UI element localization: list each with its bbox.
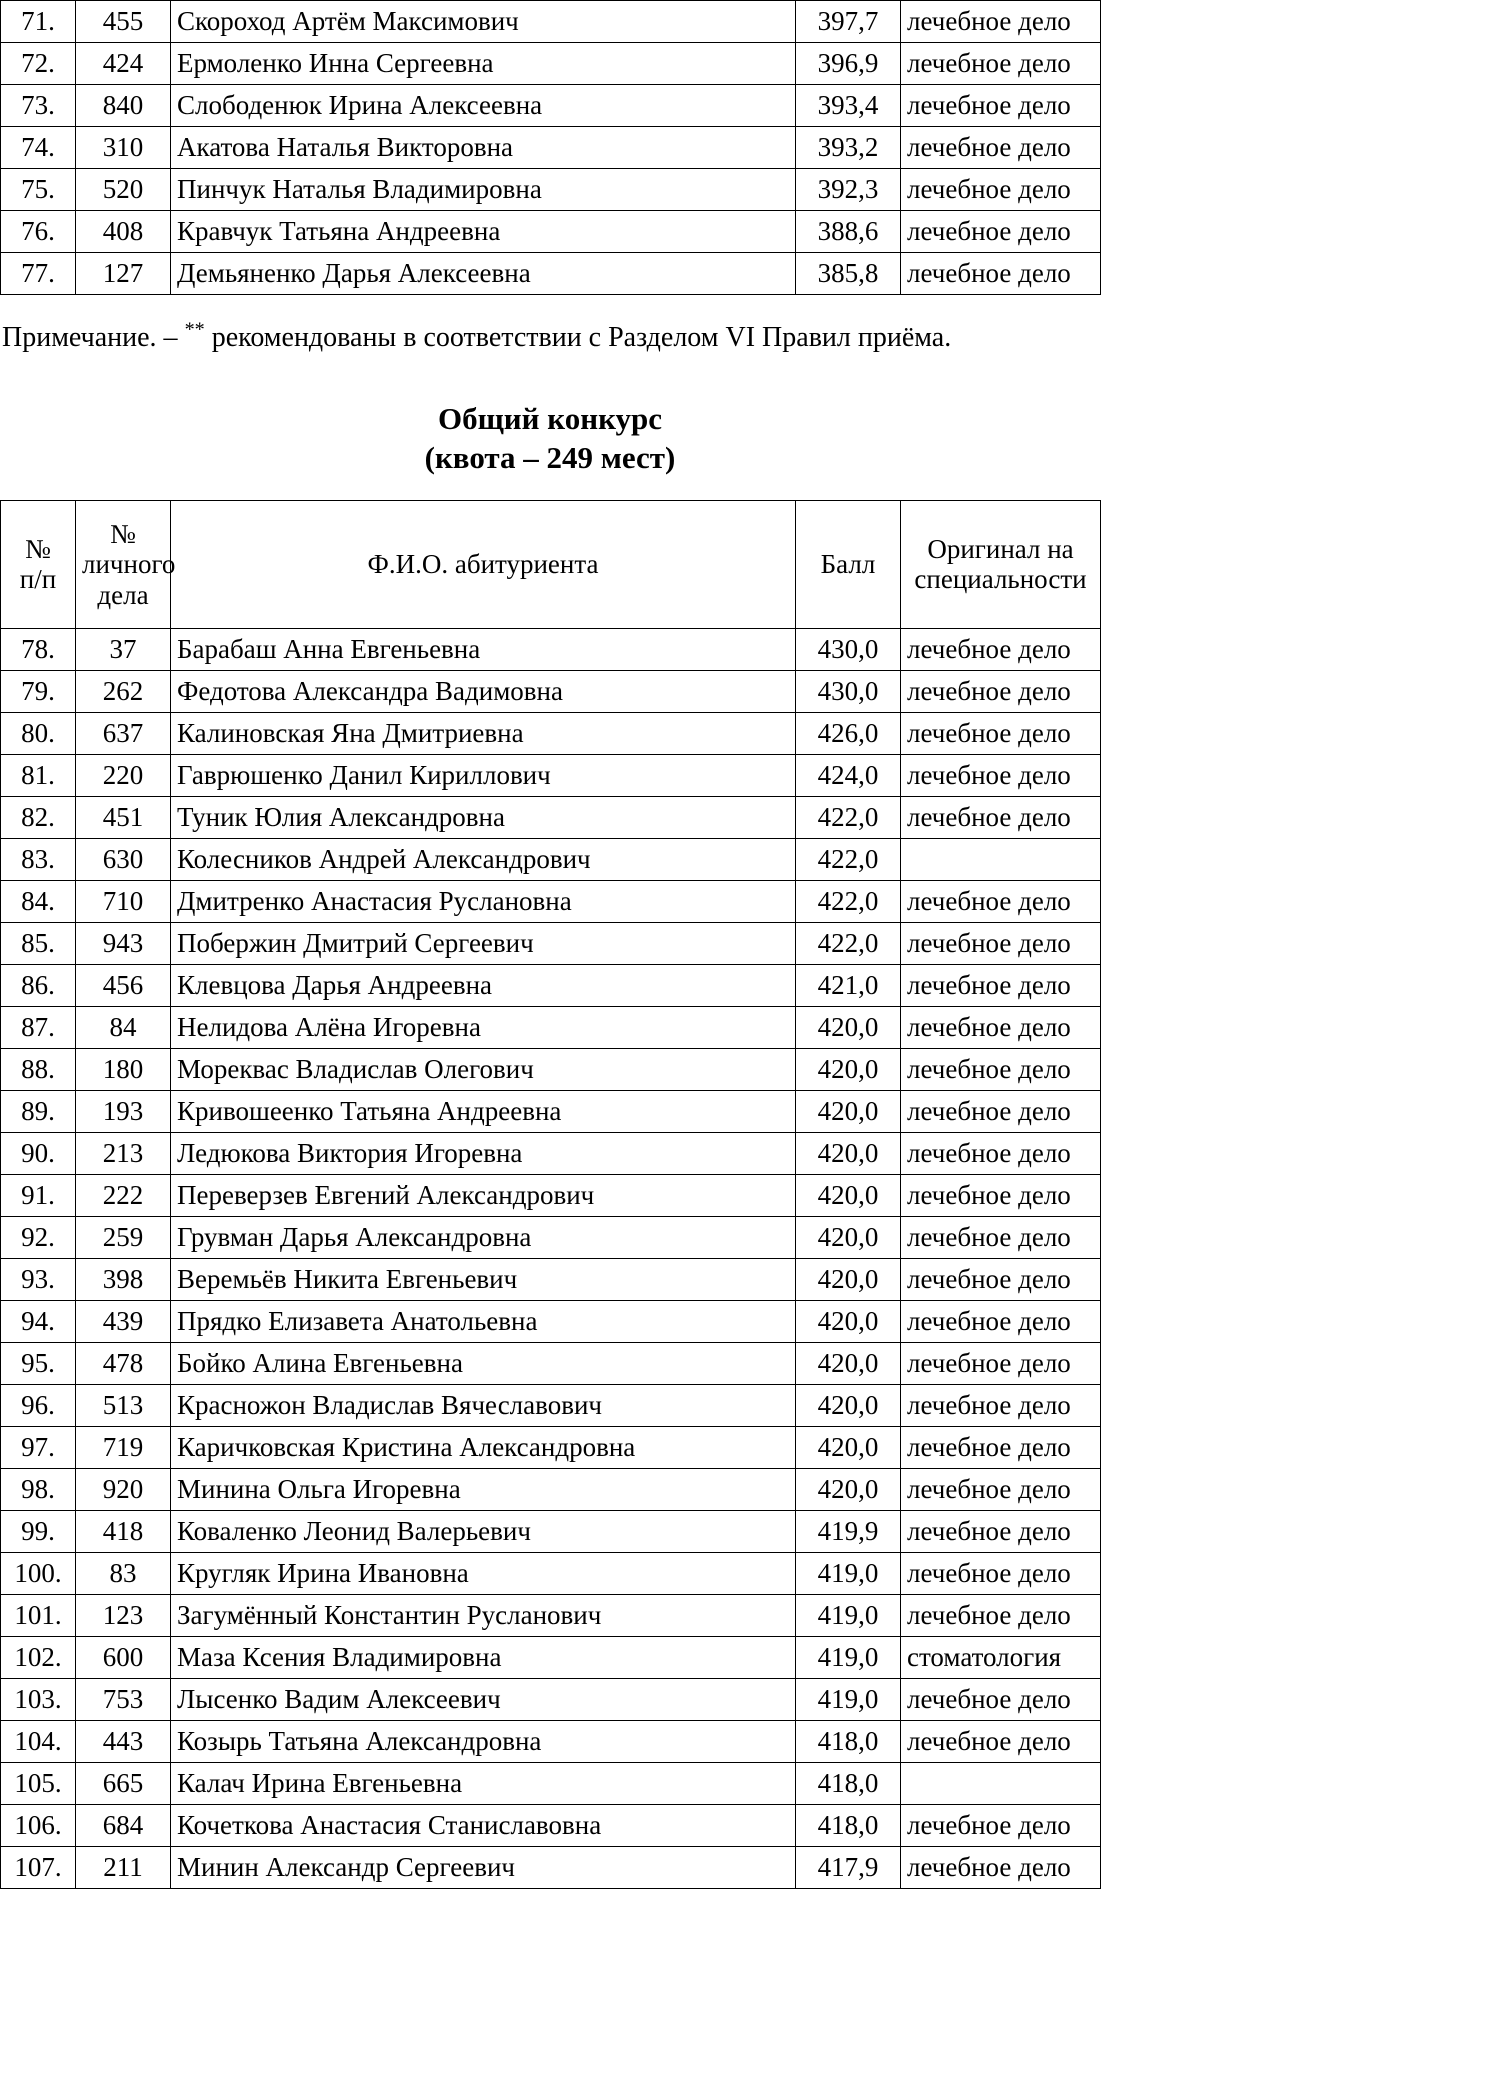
cell-case-number: 439 [76,1300,171,1342]
cell-original-specialty: лечебное дело [901,1,1101,43]
cell-case-number: 424 [76,43,171,85]
cell-index: 84. [1,880,76,922]
cell-case-number: 840 [76,85,171,127]
table-row [1,253,1101,295]
cell-index: 93. [1,1258,76,1300]
cell-original-specialty: лечебное дело [901,1384,1101,1426]
cell-original-specialty: лечебное дело [901,1552,1101,1594]
cell-original-specialty: лечебное дело [901,796,1101,838]
table-row [1,796,1101,838]
cell-index: 78. [1,628,76,670]
table-row [1,1720,1101,1762]
table-row [1,1846,1101,1888]
cell-score: 420,0 [796,1384,901,1426]
cell-index: 94. [1,1300,76,1342]
cell-case-number: 123 [76,1594,171,1636]
cell-case-number: 710 [76,880,171,922]
cell-case-number: 665 [76,1762,171,1804]
cell-case-number: 37 [76,628,171,670]
cell-index: 100. [1,1552,76,1594]
cell-index: 79. [1,670,76,712]
cell-index: 72. [1,43,76,85]
cell-index: 85. [1,922,76,964]
cell-original-specialty: лечебное дело [901,754,1101,796]
table-footnote [2,318,1500,355]
cell-full-name: Барабаш Анна Евгеньевна [171,628,796,670]
cell-original-specialty: лечебное дело [901,880,1101,922]
cell-index: 71. [1,1,76,43]
heading-table-spacer [0,478,1500,500]
table-row [1,1090,1101,1132]
cell-index: 98. [1,1468,76,1510]
cell-full-name: Грувман Дарья Александровна [171,1216,796,1258]
cell-case-number: 259 [76,1216,171,1258]
column-header-case-line2: личного [82,549,176,580]
cell-case-number: 127 [76,253,171,295]
cell-score: 418,0 [796,1720,901,1762]
cell-index: 102. [1,1636,76,1678]
column-header-specialty-line2: специальности [914,564,1087,595]
applicants-table-general-body [1,628,1101,1888]
table-row [1,1,1101,43]
cell-case-number: 408 [76,211,171,253]
cell-full-name: Переверзев Евгений Александрович [171,1174,796,1216]
table-row [1,1216,1101,1258]
cell-score: 422,0 [796,838,901,880]
cell-case-number: 84 [76,1006,171,1048]
table-row [1,1132,1101,1174]
table-row [1,628,1101,670]
cell-case-number: 684 [76,1804,171,1846]
cell-original-specialty: лечебное дело [901,1006,1101,1048]
cell-case-number: 310 [76,127,171,169]
cell-score: 422,0 [796,796,901,838]
cell-score: 420,0 [796,1468,901,1510]
cell-score: 393,2 [796,127,901,169]
cell-full-name: Кругляк Ирина Ивановна [171,1552,796,1594]
table-row [1,1468,1101,1510]
cell-index: 86. [1,964,76,1006]
cell-case-number: 180 [76,1048,171,1090]
cell-case-number: 262 [76,670,171,712]
column-header-full-name: Ф.И.О. абитуриента [171,500,796,628]
cell-score: 419,0 [796,1678,901,1720]
cell-case-number: 220 [76,754,171,796]
section-title: Общий конкурс [438,400,662,436]
cell-original-specialty: лечебное дело [901,1846,1101,1888]
table-row [1,1342,1101,1384]
cell-full-name: Веремьёв Никита Евгеньевич [171,1258,796,1300]
cell-index: 107. [1,1846,76,1888]
cell-case-number: 637 [76,712,171,754]
cell-score: 420,0 [796,1258,901,1300]
cell-full-name: Прядко Елизавета Анатольевна [171,1300,796,1342]
table-row [1,880,1101,922]
table-row [1,1006,1101,1048]
cell-index: 99. [1,1510,76,1552]
column-header-index-line1: № [25,534,51,565]
cell-score: 419,0 [796,1594,901,1636]
cell-full-name: Маза Ксения Владимировна [171,1636,796,1678]
cell-full-name: Клевцова Дарья Андреевна [171,964,796,1006]
table-row [1,670,1101,712]
cell-index: 83. [1,838,76,880]
cell-score: 385,8 [796,253,901,295]
cell-full-name: Кравчук Татьяна Андреевна [171,211,796,253]
cell-index: 89. [1,1090,76,1132]
cell-case-number: 443 [76,1720,171,1762]
cell-original-specialty: лечебное дело [901,85,1101,127]
cell-score: 418,0 [796,1762,901,1804]
cell-original-specialty: лечебное дело [901,1678,1101,1720]
cell-full-name: Мореквас Владислав Олегович [171,1048,796,1090]
table-header-row [1,500,1101,628]
cell-index: 81. [1,754,76,796]
cell-case-number: 520 [76,169,171,211]
cell-original-specialty: лечебное дело [901,1258,1101,1300]
cell-score: 419,0 [796,1636,901,1678]
cell-original-specialty: лечебное дело [901,712,1101,754]
table-row [1,85,1101,127]
cell-full-name: Минина Ольга Игоревна [171,1468,796,1510]
column-header-specialty-line1: Оригинал на [927,534,1074,565]
table-row [1,211,1101,253]
cell-full-name: Туник Юлия Александровна [171,796,796,838]
cell-case-number: 211 [76,1846,171,1888]
applicants-table-general-competition [0,500,1101,1889]
cell-original-specialty: лечебное дело [901,1468,1101,1510]
cell-score: 422,0 [796,922,901,964]
cell-full-name: Каричковская Кристина Александровна [171,1426,796,1468]
cell-index: 105. [1,1762,76,1804]
cell-score: 420,0 [796,1426,901,1468]
cell-index: 88. [1,1048,76,1090]
cell-case-number: 630 [76,838,171,880]
cell-full-name: Дмитренко Анастасия Руслановна [171,880,796,922]
table-row [1,1762,1101,1804]
cell-case-number: 920 [76,1468,171,1510]
cell-full-name: Кочеткова Анастасия Станиславовна [171,1804,796,1846]
applicants-table-continued-body [1,1,1101,295]
cell-score: 420,0 [796,1300,901,1342]
cell-full-name: Слободенюк Ирина Алексеевна [171,85,796,127]
cell-case-number: 83 [76,1552,171,1594]
cell-index: 75. [1,169,76,211]
cell-index: 106. [1,1804,76,1846]
cell-full-name: Калач Ирина Евгеньевна [171,1762,796,1804]
cell-index: 104. [1,1720,76,1762]
cell-original-specialty: лечебное дело [901,1174,1101,1216]
cell-original-specialty: лечебное дело [901,628,1101,670]
cell-full-name: Федотова Александра Вадимовна [171,670,796,712]
cell-original-specialty: лечебное дело [901,211,1101,253]
table-row [1,1510,1101,1552]
cell-score: 396,9 [796,43,901,85]
cell-score: 392,3 [796,169,901,211]
cell-original-specialty: лечебное дело [901,1594,1101,1636]
cell-original-specialty [901,838,1101,880]
table-row [1,712,1101,754]
cell-full-name: Бойко Алина Евгеньевна [171,1342,796,1384]
cell-original-specialty: лечебное дело [901,1048,1101,1090]
cell-case-number: 600 [76,1636,171,1678]
column-header-case-line3: дела [97,579,149,610]
cell-index: 92. [1,1216,76,1258]
cell-full-name: Акатова Наталья Викторовна [171,127,796,169]
cell-index: 87. [1,1006,76,1048]
cell-index: 91. [1,1174,76,1216]
table-row [1,964,1101,1006]
cell-full-name: Ледюкова Виктория Игоревна [171,1132,796,1174]
cell-score: 420,0 [796,1342,901,1384]
cell-index: 74. [1,127,76,169]
cell-full-name: Коваленко Леонид Валерьевич [171,1510,796,1552]
cell-index: 76. [1,211,76,253]
cell-case-number: 222 [76,1174,171,1216]
cell-original-specialty: лечебное дело [901,670,1101,712]
cell-full-name: Ермоленко Инна Сергеевна [171,43,796,85]
cell-index: 77. [1,253,76,295]
cell-full-name: Пинчук Наталья Владимировна [171,169,796,211]
section-subtitle: (квота – 249 мест) [424,440,676,476]
applicants-table-continued [0,0,1101,295]
cell-original-specialty: лечебное дело [901,964,1101,1006]
column-header-score: Балл [796,500,901,628]
cell-original-specialty: лечебное дело [901,43,1101,85]
cell-score: 421,0 [796,964,901,1006]
table-row [1,1678,1101,1720]
cell-score: 424,0 [796,754,901,796]
cell-index: 80. [1,712,76,754]
cell-score: 430,0 [796,670,901,712]
footnote-marker: ** [184,318,205,341]
cell-score: 397,7 [796,1,901,43]
cell-case-number: 513 [76,1384,171,1426]
cell-full-name: Минин Александр Сергеевич [171,1846,796,1888]
cell-full-name: Козырь Татьяна Александровна [171,1720,796,1762]
cell-case-number: 418 [76,1510,171,1552]
cell-index: 97. [1,1426,76,1468]
cell-score: 426,0 [796,712,901,754]
cell-original-specialty: лечебное дело [901,169,1101,211]
cell-score: 393,4 [796,85,901,127]
cell-score: 420,0 [796,1048,901,1090]
cell-case-number: 478 [76,1342,171,1384]
cell-full-name: Красножон Владислав Вячеславович [171,1384,796,1426]
cell-original-specialty [901,1762,1101,1804]
cell-original-specialty: лечебное дело [901,1510,1101,1552]
cell-case-number: 451 [76,796,171,838]
cell-index: 101. [1,1594,76,1636]
cell-score: 419,0 [796,1552,901,1594]
footnote-prefix: Примечание. – [2,322,185,353]
cell-original-specialty: стоматология [901,1636,1101,1678]
table-row [1,1258,1101,1300]
section-heading [0,399,1100,478]
cell-full-name: Колесников Андрей Александрович [171,838,796,880]
table-row [1,169,1101,211]
cell-index: 90. [1,1132,76,1174]
cell-original-specialty: лечебное дело [901,1342,1101,1384]
cell-index: 103. [1,1678,76,1720]
cell-case-number: 456 [76,964,171,1006]
cell-index: 73. [1,85,76,127]
cell-full-name: Побержин Дмитрий Сергеевич [171,922,796,964]
cell-score: 418,0 [796,1804,901,1846]
cell-score: 422,0 [796,880,901,922]
cell-case-number: 753 [76,1678,171,1720]
cell-index: 96. [1,1384,76,1426]
table-row [1,1048,1101,1090]
cell-case-number: 213 [76,1132,171,1174]
table-row [1,43,1101,85]
cell-full-name: Нелидова Алёна Игоревна [171,1006,796,1048]
table-row [1,1384,1101,1426]
cell-full-name: Кривошеенко Татьяна Андреевна [171,1090,796,1132]
cell-score: 420,0 [796,1132,901,1174]
cell-score: 420,0 [796,1006,901,1048]
cell-index: 82. [1,796,76,838]
column-header-index-line2: п/п [19,564,57,595]
cell-original-specialty: лечебное дело [901,127,1101,169]
table-row [1,1552,1101,1594]
table-row [1,1174,1101,1216]
column-header-case-line1: № [110,519,136,550]
table-row [1,922,1101,964]
cell-original-specialty: лечебное дело [901,1300,1101,1342]
table-row [1,1594,1101,1636]
cell-original-specialty: лечебное дело [901,1720,1101,1762]
cell-full-name: Гаврюшенко Данил Кириллович [171,754,796,796]
cell-full-name: Демьяненко Дарья Алексеевна [171,253,796,295]
cell-full-name: Загумённый Константин Русланович [171,1594,796,1636]
cell-score: 388,6 [796,211,901,253]
cell-case-number: 193 [76,1090,171,1132]
cell-full-name: Скороход Артём Максимович [171,1,796,43]
table-row [1,838,1101,880]
cell-full-name: Лысенко Вадим Алексеевич [171,1678,796,1720]
cell-case-number: 455 [76,1,171,43]
table-row [1,1636,1101,1678]
cell-original-specialty: лечебное дело [901,1426,1101,1468]
column-header-index [1,500,76,628]
cell-case-number: 398 [76,1258,171,1300]
column-header-original-specialty [901,500,1101,628]
table-row [1,754,1101,796]
cell-score: 419,9 [796,1510,901,1552]
applicants-table-header [1,500,1101,628]
cell-original-specialty: лечебное дело [901,1132,1101,1174]
cell-case-number: 719 [76,1426,171,1468]
cell-score: 420,0 [796,1174,901,1216]
table-row [1,1804,1101,1846]
cell-original-specialty: лечебное дело [901,1216,1101,1258]
table-row [1,127,1101,169]
column-header-case-number [76,500,176,628]
cell-original-specialty: лечебное дело [901,922,1101,964]
cell-original-specialty: лечебное дело [901,253,1101,295]
cell-original-specialty: лечебное дело [901,1090,1101,1132]
table-row [1,1300,1101,1342]
cell-case-number: 943 [76,922,171,964]
cell-index: 95. [1,1342,76,1384]
cell-score: 417,9 [796,1846,901,1888]
cell-full-name: Калиновская Яна Дмитриевна [171,712,796,754]
cell-score: 430,0 [796,628,901,670]
cell-score: 420,0 [796,1216,901,1258]
cell-score: 420,0 [796,1090,901,1132]
table-row [1,1426,1101,1468]
cell-original-specialty: лечебное дело [901,1804,1101,1846]
footnote-text: рекомендованы в соответствии с Разделом VI Правил приёма. [204,322,952,353]
